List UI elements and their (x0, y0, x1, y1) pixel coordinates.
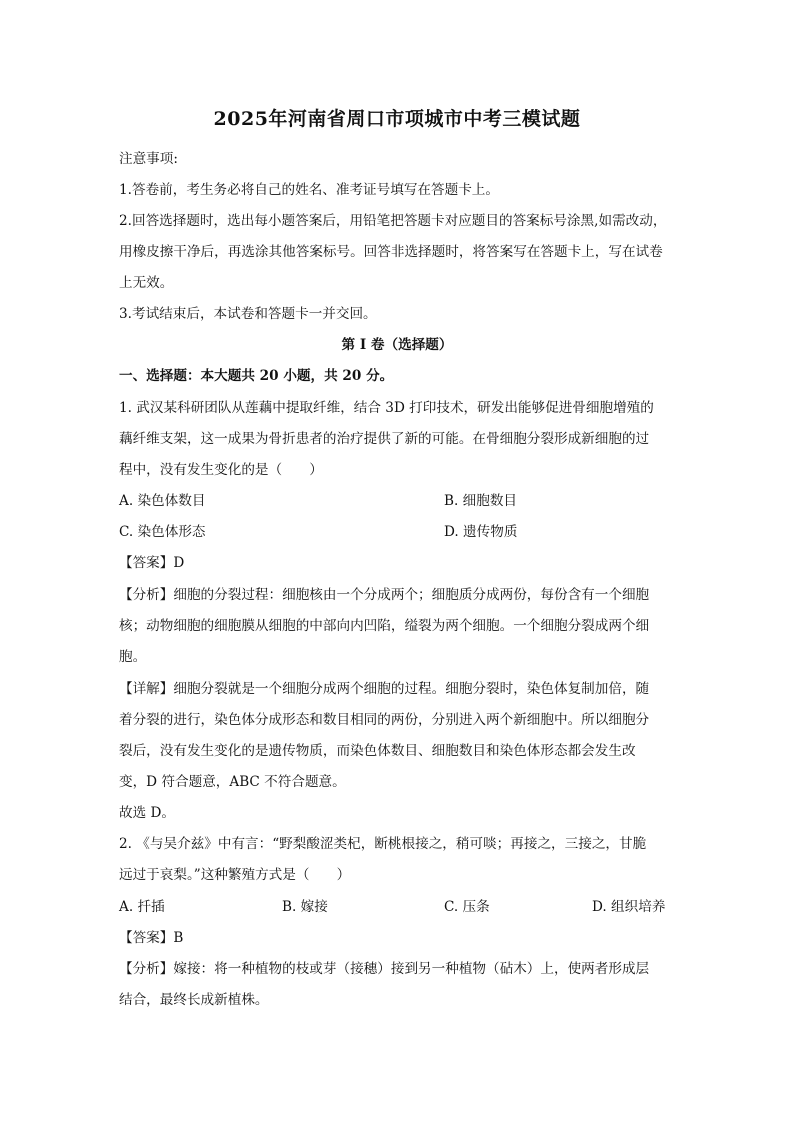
notice-item-2-line-3: 上无效。 (119, 275, 174, 291)
q1-analysis-line-2: 核；动物细胞的细胞膜从细胞的中部向内凹陷，缢裂为两个细胞。一个细胞分裂成两个细 (119, 618, 650, 634)
q2-option-d: D. 组织培养 (592, 899, 666, 915)
q1-option-b: B. 细胞数目 (444, 493, 518, 509)
q1-detail-line-4: 变，D 符合题意，ABC 不符合题意。 (119, 774, 346, 790)
part-heading: 一、选择题：本大题共 20 小题，共 20 分。 (119, 368, 394, 384)
q1-analysis-line-1: 【分析】细胞的分裂过程：细胞核由一个分成两个；细胞质分成两份，每份含有一个细胞 (119, 587, 650, 603)
q2-option-b: B. 嫁接 (282, 899, 328, 915)
q2-stem-line-2: 远过于哀梨。”这种繁殖方式是（ ） (119, 867, 351, 883)
q1-stem-line-1: 1. 武汉某科研团队从莲藕中提取纤维，结合 3D 打印技术，研发出能够促进骨细胞增殖的 (119, 400, 654, 416)
q1-detail-line-3: 裂后，没有发生变化的是遗传物质，而染色体数目、细胞数目和染色体形态都会发生改 (119, 743, 636, 759)
q1-option-a: A. 染色体数目 (119, 493, 206, 509)
page-title: 2025年河南省周口市项城市中考三模试题 (213, 108, 581, 130)
q1-detail-line-1: 【详解】细胞分裂就是一个细胞分成两个细胞的过程。细胞分裂时，染色体复制加倍，随 (119, 681, 650, 697)
q2-stem-line-1: 2. 《与吴介兹》中有言：“野梨酸涩类杞，断桃根接之，稍可啖；再接之，三接之，甘脆 (119, 836, 647, 852)
q1-answer: 【答案】D (119, 555, 185, 571)
q1-option-c: C. 染色体形态 (119, 524, 206, 540)
q2-analysis-line-1: 【分析】嫁接：将一种植物的枝或芽（接穗）接到另一种植物（砧木）上，使两者形成层 (119, 961, 650, 977)
q1-analysis-line-3: 胞。 (119, 649, 147, 665)
notice-item-2-line-1: 2.回答选择题时，选出每小题答案后，用铅笔把答题卡对应题目的答案标号涂黑,如需改动， (119, 213, 667, 229)
notice-item-2-line-2: 用橡皮擦干净后，再选涂其他答案标号。回答非选择题时，将答案写在答题卡上，写在试卷 (119, 244, 663, 260)
q2-option-a: A. 扦插 (119, 899, 165, 915)
q1-stem-line-2: 藕纤维支架，这一成果为骨折患者的治疗提供了新的可能。在骨细胞分裂形成新细胞的过 (119, 431, 650, 447)
section-title: 第 I 卷（选择题） (341, 337, 453, 353)
q1-detail-line-2: 着分裂的进行，染色体分成形态和数目相同的两份，分别进入两个新细胞中。所以细胞分 (119, 712, 650, 728)
q2-analysis-line-2: 结合，最终长成新植株。 (119, 992, 269, 1008)
q1-stem-line-3: 程中，没有发生变化的是（ ） (119, 462, 323, 478)
notice-item-3: 3.考试结束后，本试卷和答题卡一并交回。 (119, 306, 377, 322)
q1-conclusion: 故选 D。 (119, 805, 176, 821)
q1-option-d: D. 遗传物质 (444, 524, 518, 540)
notice-heading: 注意事项: (119, 151, 178, 167)
q2-option-c: C. 压条 (444, 899, 490, 915)
notice-item-1: 1.答卷前，考生务必将自己的姓名、准考证号填写在答题卡上。 (119, 182, 499, 198)
q2-answer: 【答案】B (119, 930, 184, 946)
